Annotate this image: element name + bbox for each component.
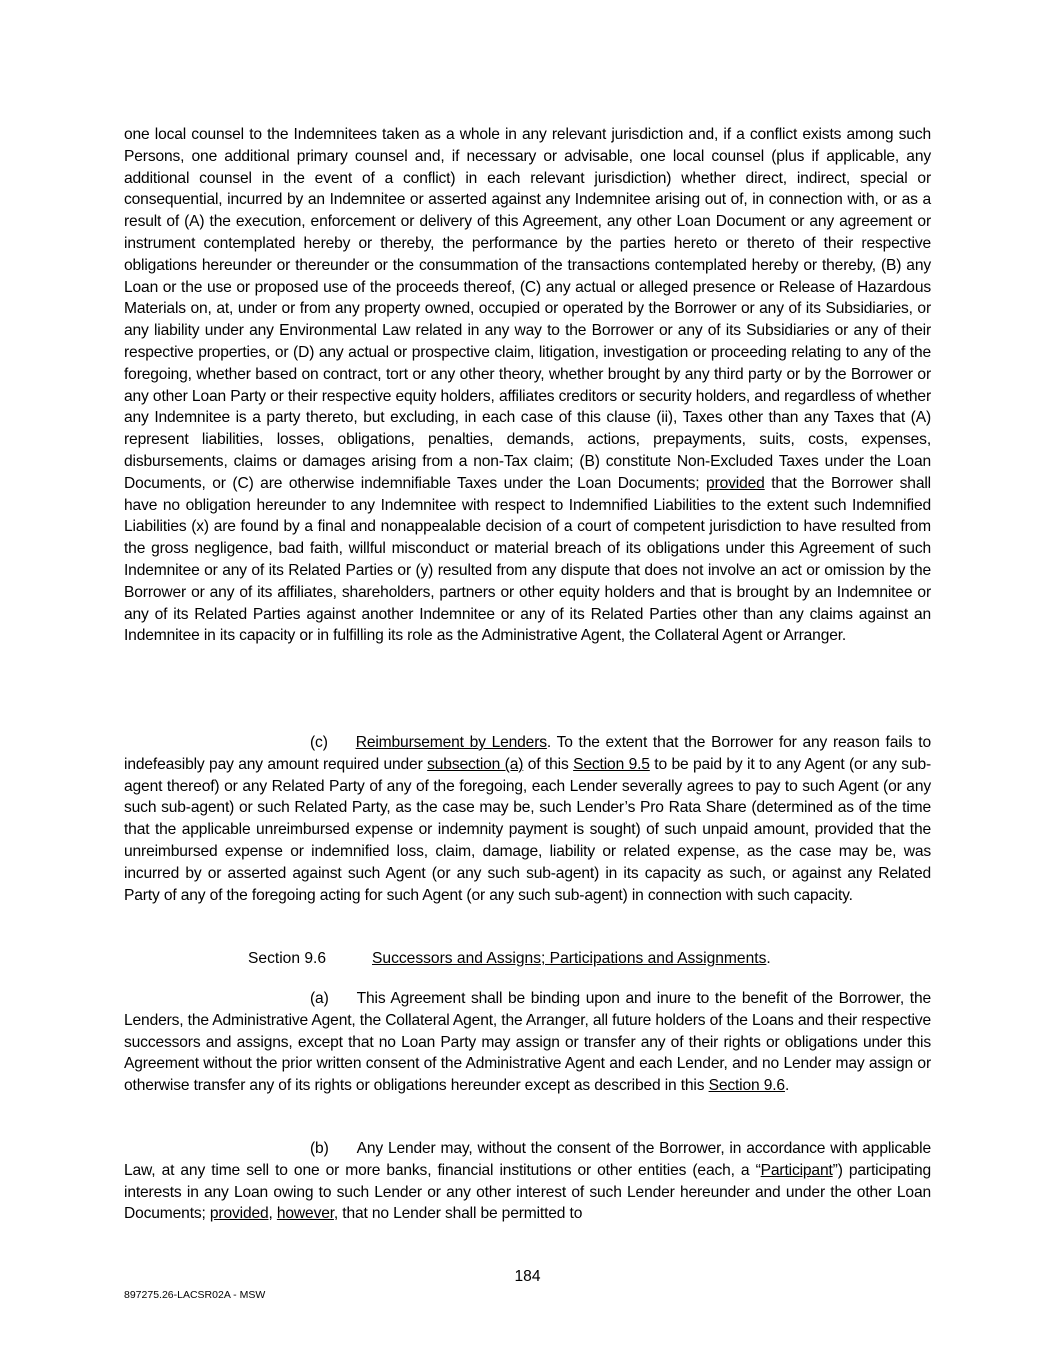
paragraph-text: one local counsel to the Indemnitees taken as a whole in any relevant jurisdiction and, if a conflict exists among such Persons, one additional primary counsel and, if necessary or advisable, one local counsel (plus if applicable, any additional counsel in the event of a conflict) in each relevant jurisdiction) whether direct, indirect, special or consequential, incurred by an Indemnitee or asserted against any Indemnitee arising out of, in connection with, or as a result of (A) the execution, enforcement or delivery of this Agreement, any other Loan Document or any agreement or instrument contemplated hereby or thereby, the performance by the parties hereto or thereto of their respective obligations hereunder or thereunder or the consummation of the transactions contemplated hereby or thereby, (B) any Loan or the use or proposed use of the proceeds thereof, (C) any actual or alleged presence or Release of Hazardous Materials on, at, under or from any property owned, occupied or operated by the Borrower or any of its Subsidiaries, or any liability under any Environmental Law related in any way to the Borrower or any of its Subsidiaries or any of their respective properties, or (D) any actual or prospective claim, litigation, investigation or proceeding relating to any of the foregoing, whether based on contract, tort or any other theory, whether brought by any third party or by the Borrower or any other Loan Party or their respective equity holders, affiliates creditors or security holders, and regardless of whether any Indemnitee is a party thereto, but excluding, in each case of this clause (ii), Taxes other than any Taxes that (A) represent liabilities, losses, obligations, penalties, demands, actions, prepayments, suits, costs, expenses, disbursements, claims or damages arising from a non-Tax claim; (B) constitute Non-Excluded Taxes under the Loan Documents, or (C) are otherwise indemnifiable Taxes under the Loan Documents; <box>124 126 931 492</box>
clause-text: , that no Lender shall be permitted to <box>333 1205 583 1223</box>
clause-title-reimbursement: Reimbursement by Lenders <box>355 734 547 751</box>
clause-text: to be paid by it to any Agent (or any sub-agent thereof) or any Related Party of any of the foregoing, each Lender severally agrees to pay to such Agent (or any such sub-agent) or such Related Party, as the case may be, such Lender’s Pro Rata Share (determined as of the time that the applicable unreimbursed expense or indemnity payment is sought) of such unpaid amount, provided that the unreimbursed expense or indemnified loss, claim, damage, liability or related expense, as the case may be, was incurred by or asserted against such Agent (or any such sub-agent) in its capacity as such, or against any Related Party of any of the foregoing acting for such Agent (or any such sub-agent) in connection with such capacity. <box>124 755 932 904</box>
participant-term: Participant <box>760 1161 833 1179</box>
ref-subsection-a: subsection (a) <box>427 755 524 773</box>
clause-text: ”) participating interests in any Loan owing to such Lender or any other interest of such Lender hereunder and under the other Loan Documents; <box>124 1161 931 1223</box>
paragraph-indemnification <box>124 124 931 647</box>
clause-text: of this <box>523 755 574 773</box>
document-id: 897275.26-LACSR02A - MSW <box>124 1289 266 1301</box>
clause-text: , <box>268 1205 277 1223</box>
clause-label-a: (a) <box>310 990 329 1007</box>
clause-label-c: (c) <box>310 734 328 751</box>
ref-section-9-6: Section 9.6 <box>708 1077 785 1095</box>
clause-text: . To the extent that the Borrower for any reason fails to indefeasibly pay any amount required under <box>124 734 931 773</box>
section-title: Successors and Assigns; Participations and Assignments <box>372 950 767 967</box>
paragraph-c <box>124 732 931 906</box>
clause-label-b: (b) <box>310 1140 329 1157</box>
clause-text: This Agreement shall be binding upon and inure to the benefit of the Borrower, the Lenders, the Administrative Agent, the Collateral Agent, the Arranger, all future holders of the Loans and their respective successors and assigns, except that no Loan Party may assign or transfer any of their rights or obligations under this Agreement without the prior written consent of the Administrative Agent and each Lender, and no Lender may assign or otherwise transfer any of its rights or obligations hereunder except as described in this <box>124 990 931 1095</box>
paragraph-text-rest: that the Borrower shall have no obligation hereunder to any Indemnitee with respect to Indemnified Liabilities to the extent such Indemnified Liabilities (x) are found by a final and nonappealable decision of a court of competent jurisdiction to have resulted from the gross negligence, bad faith, willful misconduct or material breach of its obligations under this Agreement of such Indemnitee or any of its Related Parties or (y) resulted from any dispute that does not involve an act or omission by the Borrower or any of its affiliates, shareholders, partners or other equity holders and that is brought by an Indemnitee or any of its Related Parties against another Indemnitee or any of its Related Parties other than any claims against an Indemnitee in its capacity or in fulfilling its role as the Administrative Agent, the Collateral Agent or Arranger. <box>124 474 931 645</box>
paragraph-a <box>124 988 931 1097</box>
clause-text: Any Lender may, without the consent of the Borrower, in accordance with applicable Law, at any time sell to one or more banks, financial institutions or other entities (each, a “ <box>124 1140 931 1179</box>
however-term: however <box>276 1205 334 1223</box>
provided-term: provided <box>706 474 765 492</box>
page-number: 184 <box>514 1268 541 1285</box>
section-title-wrap <box>372 948 771 970</box>
clause-text: . <box>784 1077 790 1095</box>
paragraph-b <box>124 1138 931 1225</box>
ref-section-9-5: Section 9.5 <box>573 755 650 773</box>
section-number: Section 9.6 <box>248 950 327 967</box>
provided-term: provided <box>209 1205 269 1223</box>
section-period: . <box>766 950 771 967</box>
